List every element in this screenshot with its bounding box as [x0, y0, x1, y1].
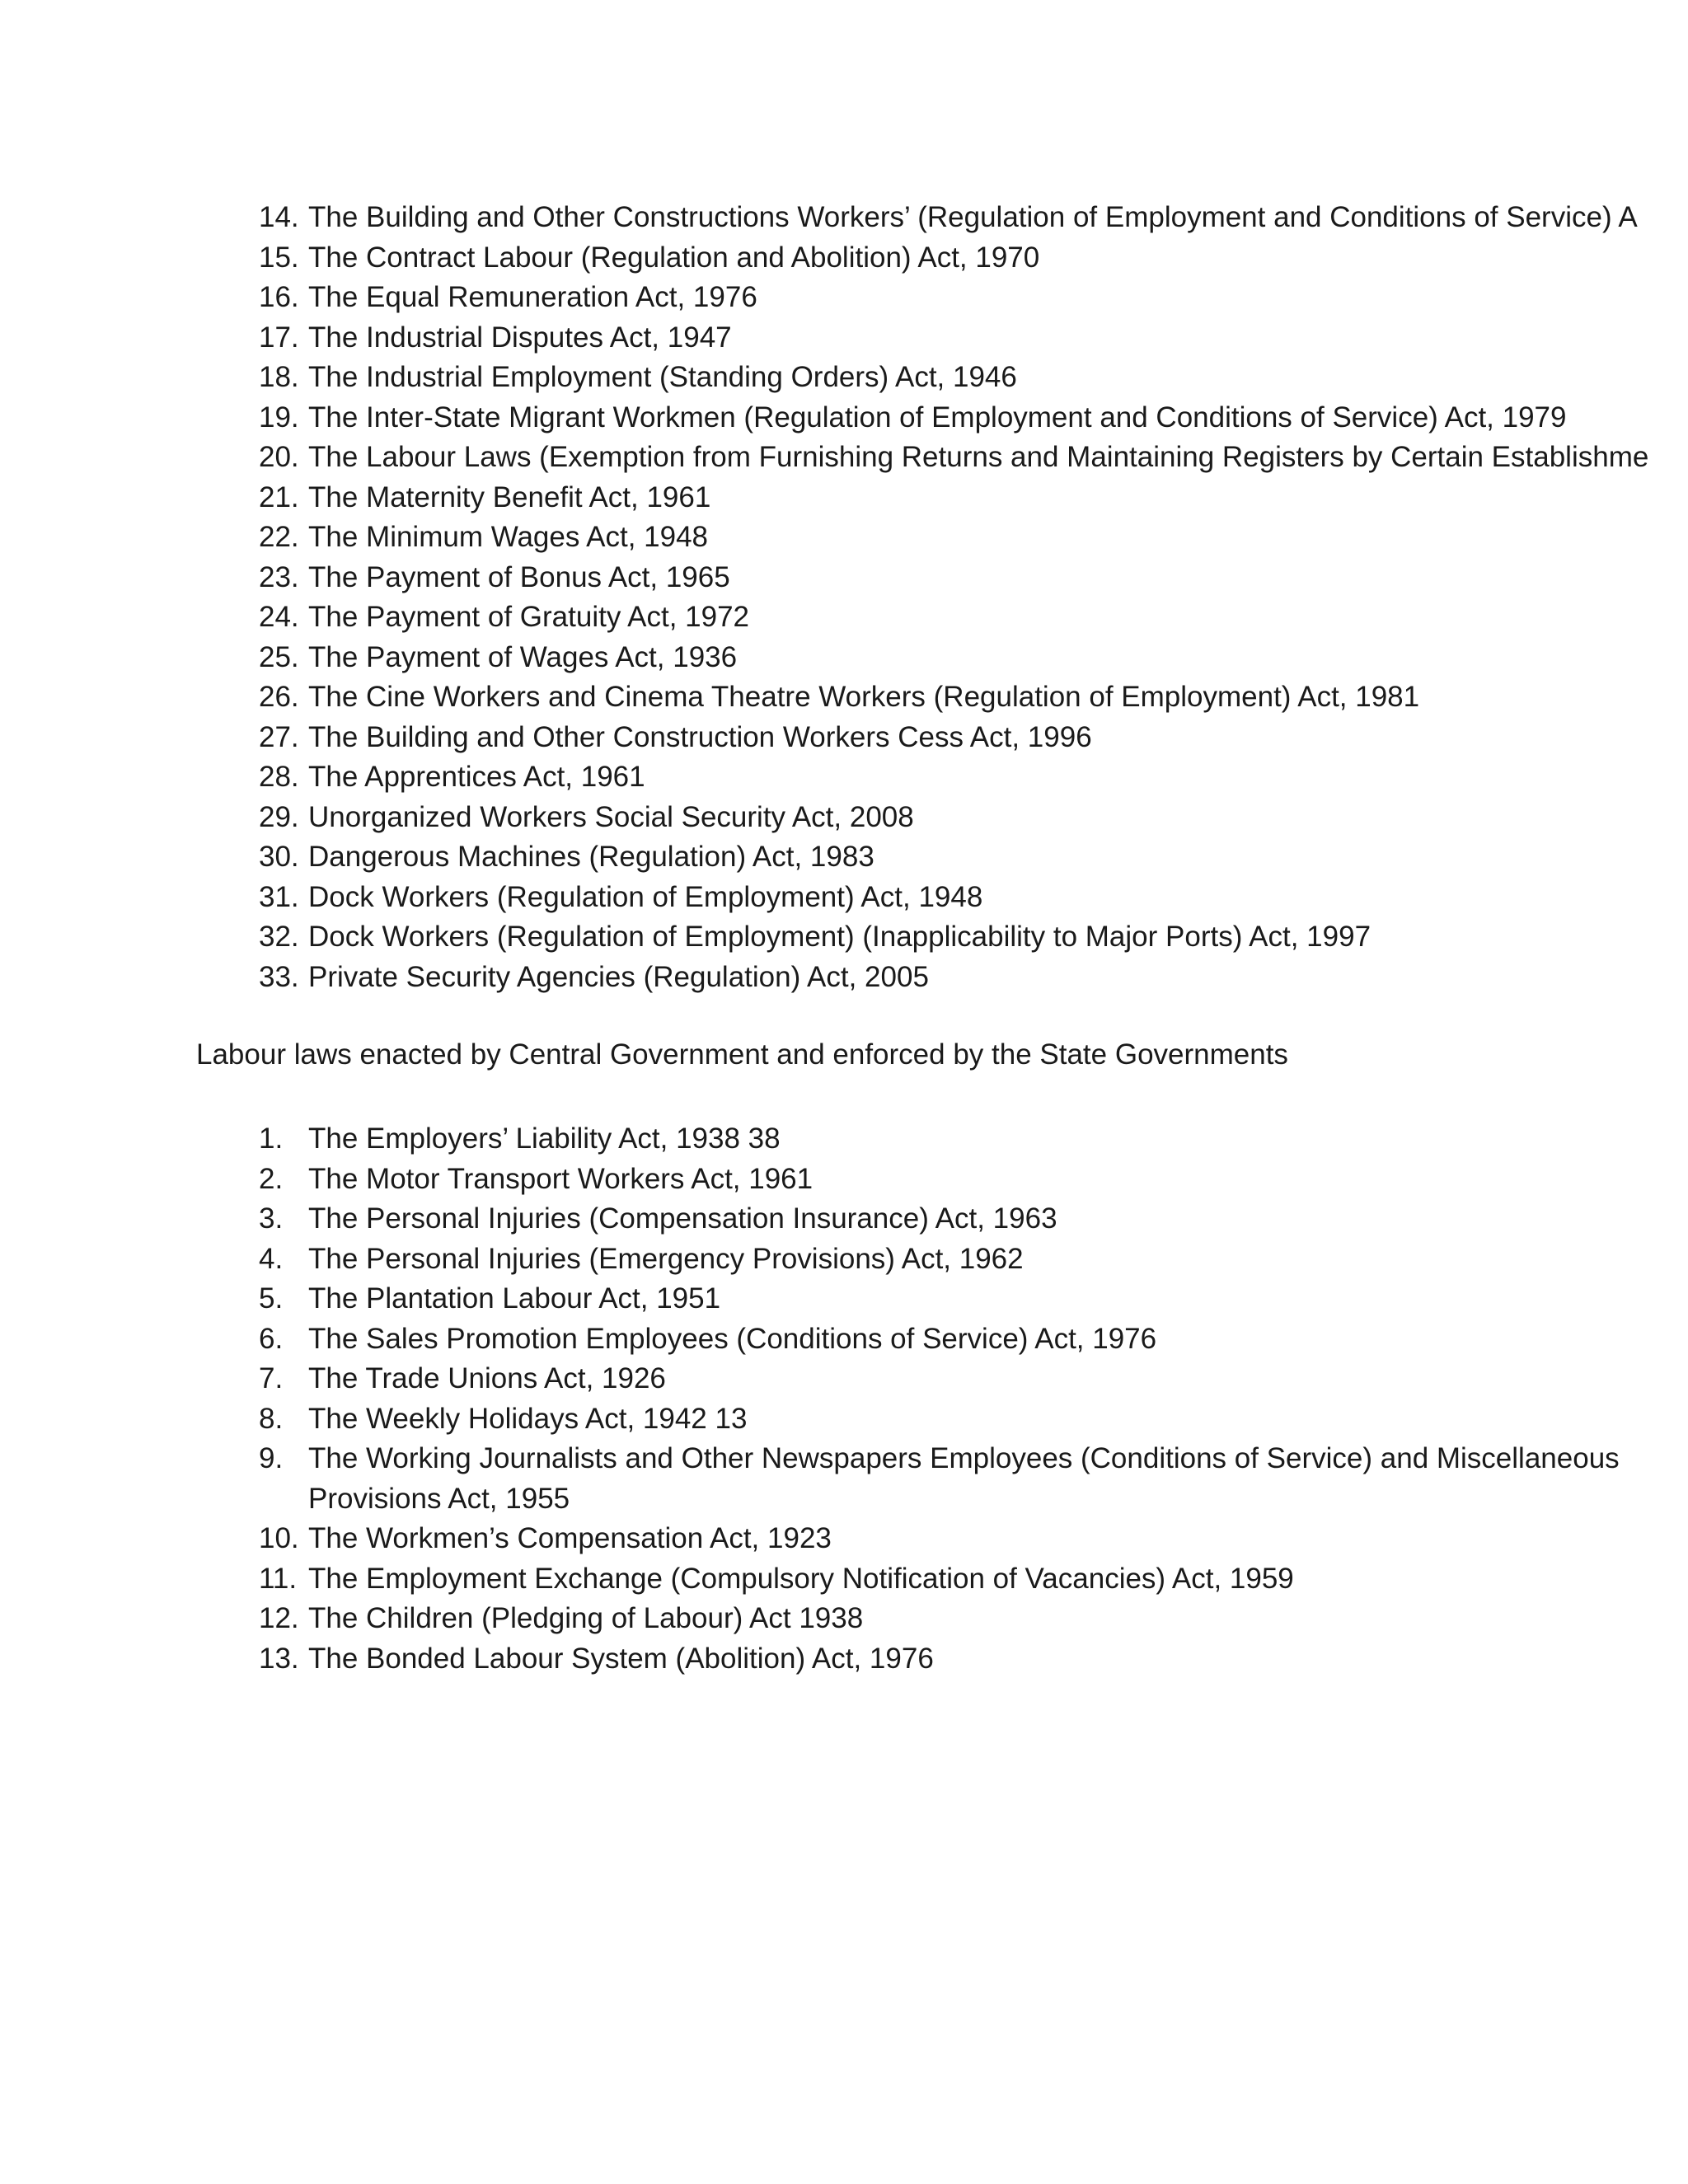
item-number: 2. — [259, 1162, 284, 1195]
item-number: 10. — [259, 1522, 299, 1554]
list-item — [0, 718, 1688, 758]
list-item — [0, 1160, 1688, 1200]
item-text: The Children (Pledging of Labour) Act 1938 — [308, 1602, 864, 1634]
item-number: 19. — [259, 401, 299, 434]
item-text: The Equal Remuneration Act, 1976 — [308, 281, 757, 313]
list-item — [0, 1240, 1688, 1280]
list-item — [0, 318, 1688, 359]
item-number: 25. — [259, 640, 299, 673]
list-item — [0, 1359, 1688, 1399]
list-item — [0, 518, 1688, 558]
state-enforced-acts-list — [0, 1119, 1688, 1679]
list-item — [0, 438, 1688, 478]
item-text: The Motor Transport Workers Act, 1961 — [308, 1162, 814, 1195]
list-item — [0, 478, 1688, 518]
item-text: The Building and Other Constructions Workers’ (Regulation of Employment and Conditions of Service) A — [308, 201, 1638, 233]
item-text: The Weekly Holidays Act, 1942 13 — [308, 1402, 748, 1435]
item-number: 33. — [259, 960, 299, 993]
list-item — [0, 757, 1688, 798]
item-number: 8. — [259, 1402, 284, 1435]
list-item — [0, 1319, 1688, 1360]
item-number: 30. — [259, 841, 299, 873]
list-item — [0, 1599, 1688, 1639]
list-item — [0, 1559, 1688, 1600]
item-number: 20. — [259, 441, 299, 473]
item-text: The Inter-State Migrant Workmen (Regulation of Employment and Conditions of Service) Act, 1979 — [308, 401, 1567, 434]
list-item — [0, 1439, 1688, 1519]
item-text: The Bonded Labour System (Abolition) Act, 1976 — [308, 1642, 934, 1675]
list-item — [0, 917, 1688, 958]
item-number: 7. — [259, 1362, 284, 1394]
item-text: The Employment Exchange (Compulsory Notification of Vacancies) Act, 1959 — [308, 1562, 1294, 1595]
item-number: 22. — [259, 521, 299, 553]
list-item — [0, 958, 1688, 998]
item-number: 14. — [259, 201, 299, 233]
list-item — [0, 1119, 1688, 1160]
item-text: The Industrial Employment (Standing Orders) Act, 1946 — [308, 361, 1017, 393]
item-number: 28. — [259, 761, 299, 793]
item-number: 23. — [259, 560, 299, 593]
item-number: 24. — [259, 601, 299, 633]
item-number: 4. — [259, 1242, 284, 1275]
item-text: The Employers’ Liability Act, 1938 38 — [308, 1122, 781, 1155]
item-number: 13. — [259, 1642, 299, 1675]
item-text: The Industrial Disputes Act, 1947 — [308, 321, 732, 354]
list-item — [0, 1519, 1688, 1559]
item-text: The Working Journalists and Other Newspapers Employees (Conditions of Service) and Miscellaneous Provisions Act, 1955 — [308, 1442, 1620, 1515]
item-text: Dock Workers (Regulation of Employment) Act, 1948 — [308, 880, 983, 913]
item-number: 29. — [259, 800, 299, 833]
item-text: The Personal Injuries (Compensation Insurance) Act, 1963 — [308, 1202, 1057, 1235]
item-number: 6. — [259, 1322, 284, 1355]
list-item — [0, 837, 1688, 878]
list-item — [0, 677, 1688, 718]
item-number: 3. — [259, 1202, 284, 1235]
item-text: Dangerous Machines (Regulation) Act, 1983 — [308, 841, 874, 873]
list-item — [0, 638, 1688, 678]
item-number: 17. — [259, 321, 299, 354]
central-acts-list — [0, 198, 1688, 997]
item-text: The Payment of Gratuity Act, 1972 — [308, 601, 749, 633]
item-text: The Apprentices Act, 1961 — [308, 761, 645, 793]
item-number: 15. — [259, 241, 299, 274]
item-number: 5. — [259, 1282, 284, 1315]
item-number: 11. — [259, 1562, 298, 1595]
list-item — [0, 238, 1688, 279]
item-text: The Contract Labour (Regulation and Abolition) Act, 1970 — [308, 241, 1040, 274]
item-number: 21. — [259, 480, 299, 513]
item-text: The Payment of Bonus Act, 1965 — [308, 560, 730, 593]
list-item — [0, 358, 1688, 398]
list-item — [0, 558, 1688, 598]
list-item — [0, 1199, 1688, 1240]
list-item — [0, 1399, 1688, 1440]
item-text: The Labour Laws (Exemption from Furnishing Returns and Maintaining Registers by Certain Establishme — [308, 441, 1649, 473]
item-text: The Trade Unions Act, 1926 — [308, 1362, 666, 1394]
item-text: The Payment of Wages Act, 1936 — [308, 640, 738, 673]
list-item — [0, 198, 1688, 238]
item-number: 26. — [259, 681, 299, 713]
list-item — [0, 398, 1688, 438]
list-item — [0, 878, 1688, 918]
item-text: The Maternity Benefit Act, 1961 — [308, 480, 711, 513]
item-text: The Building and Other Construction Workers Cess Act, 1996 — [308, 720, 1092, 753]
item-number: 9. — [259, 1442, 284, 1474]
item-text: Private Security Agencies (Regulation) Act, 2005 — [308, 960, 929, 993]
item-number: 27. — [259, 720, 299, 753]
list-item — [0, 1279, 1688, 1319]
item-text: The Personal Injuries (Emergency Provisions) Act, 1962 — [308, 1242, 1024, 1275]
item-text: Unorganized Workers Social Security Act, 2008 — [308, 800, 914, 833]
section-heading: Labour laws enacted by Central Government and enforced by the State Governments — [196, 1038, 1288, 1071]
list-item — [0, 1639, 1688, 1680]
item-text: Dock Workers (Regulation of Employment) (Inapplicability to Major Ports) Act, 1997 — [308, 921, 1372, 953]
item-text: The Sales Promotion Employees (Conditions of Service) Act, 1976 — [308, 1322, 1157, 1355]
item-number: 1. — [259, 1122, 284, 1155]
item-number: 18. — [259, 361, 299, 393]
list-item — [0, 598, 1688, 638]
item-number: 12. — [259, 1602, 299, 1634]
item-number: 32. — [259, 921, 299, 953]
list-item — [0, 798, 1688, 838]
item-number: 31. — [259, 880, 299, 913]
item-text: The Plantation Labour Act, 1951 — [308, 1282, 721, 1315]
list-item — [0, 278, 1688, 318]
item-number: 16. — [259, 281, 299, 313]
item-text: The Minimum Wages Act, 1948 — [308, 521, 709, 553]
item-text: The Workmen’s Compensation Act, 1923 — [308, 1522, 832, 1554]
item-text: The Cine Workers and Cinema Theatre Workers (Regulation of Employment) Act, 1981 — [308, 681, 1420, 713]
